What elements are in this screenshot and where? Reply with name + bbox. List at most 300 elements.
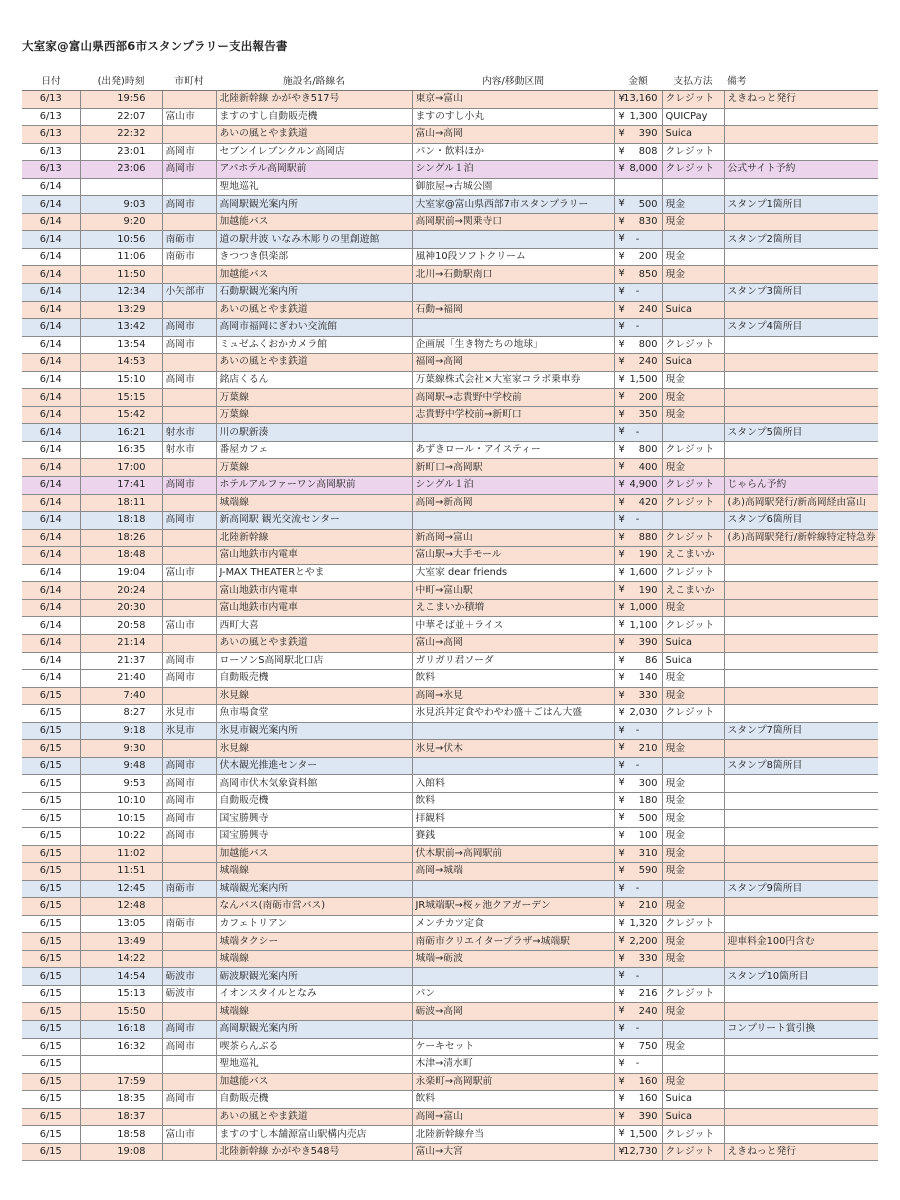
- amount-value: -: [635, 321, 640, 333]
- cell-amount: [614, 126, 662, 144]
- yen-symbol: ¥: [618, 391, 625, 403]
- cell-content: 高岡駅前→関乗寺口: [412, 213, 614, 231]
- cell-amount: [614, 406, 662, 424]
- cell-note: [724, 599, 878, 617]
- cell-city: 砺波市: [162, 968, 216, 986]
- cell-city: 高岡市: [162, 792, 216, 810]
- table-row: [22, 547, 878, 565]
- cell-content: 入館料: [412, 775, 614, 793]
- cell-amount: [614, 898, 662, 916]
- cell-time: 17:00: [80, 459, 162, 477]
- amount-value: -: [635, 760, 640, 772]
- cell-city: 高岡市: [162, 143, 216, 161]
- cell-amount: [614, 1020, 662, 1038]
- cell-payment: クレジット: [662, 91, 724, 109]
- yen-symbol: ¥: [618, 759, 625, 771]
- cell-date: 6/14: [22, 406, 80, 424]
- cell-date: 6/14: [22, 564, 80, 582]
- yen-symbol: ¥: [618, 777, 625, 789]
- cell-content: 企画展「生き物たちの地球」: [412, 336, 614, 354]
- cell-amount: [614, 1056, 662, 1074]
- cell-note: コンプリート賞引換: [724, 1020, 878, 1038]
- cell-note: [724, 1038, 878, 1056]
- cell-date: 6/14: [22, 178, 80, 196]
- cell-city: 氷見市: [162, 722, 216, 740]
- cell-time: 13:42: [80, 319, 162, 337]
- cell-note: [724, 915, 878, 933]
- cell-content: えこまいか積増: [412, 599, 614, 617]
- cell-note: スタンプ1箇所目: [724, 196, 878, 214]
- table-row: [22, 915, 878, 933]
- amount-value: 310: [638, 847, 658, 859]
- header-date: 日付: [22, 70, 80, 91]
- cell-payment: 現金: [662, 845, 724, 863]
- cell-content: 福岡→高岡: [412, 354, 614, 372]
- header-row: [22, 70, 878, 91]
- yen-symbol: ¥: [618, 1075, 625, 1087]
- cell-place: 万葉線: [216, 406, 412, 424]
- yen-symbol: ¥: [618, 514, 625, 526]
- cell-note: [724, 1091, 878, 1109]
- cell-time: 17:59: [80, 1073, 162, 1091]
- table-row: [22, 1038, 878, 1056]
- yen-symbol: ¥: [618, 689, 625, 701]
- amount-value: 86: [645, 654, 658, 666]
- cell-city: [162, 213, 216, 231]
- cell-city: 射水市: [162, 424, 216, 442]
- table-row: [22, 827, 878, 845]
- amount-value: 1,500: [629, 1128, 658, 1140]
- cell-date: 6/15: [22, 792, 80, 810]
- cell-note: えきねっと発行: [724, 1143, 878, 1161]
- cell-city: 高岡市: [162, 827, 216, 845]
- cell-amount: [614, 687, 662, 705]
- amount-value: 2,030: [629, 707, 658, 719]
- yen-symbol: ¥: [618, 970, 625, 982]
- cell-time: 23:06: [80, 161, 162, 179]
- cell-content: 高岡→新高岡: [412, 494, 614, 512]
- cell-date: 6/14: [22, 512, 80, 530]
- cell-place: ますのすし本舗源富山駅構内売店: [216, 1126, 412, 1144]
- yen-symbol: ¥: [618, 1128, 625, 1140]
- cell-city: 高岡市: [162, 512, 216, 530]
- cell-amount: [614, 845, 662, 863]
- cell-time: 16:18: [80, 1020, 162, 1038]
- cell-amount: [614, 424, 662, 442]
- table-row: [22, 161, 878, 179]
- cell-city: 富山市: [162, 108, 216, 126]
- amount-value: -: [635, 426, 640, 438]
- cell-amount: [614, 950, 662, 968]
- amount-value: 160: [638, 1075, 658, 1087]
- cell-payment: 現金: [662, 389, 724, 407]
- cell-date: 6/14: [22, 319, 80, 337]
- cell-payment: 現金: [662, 792, 724, 810]
- cell-content: 南砺市クリエイタープラザ→城端駅: [412, 933, 614, 951]
- cell-content: ガリガリ君ソーダ: [412, 652, 614, 670]
- table-row: [22, 126, 878, 144]
- cell-content: 大室家 dear friends: [412, 564, 614, 582]
- amount-value: -: [635, 882, 640, 894]
- cell-payment: 現金: [662, 1038, 724, 1056]
- cell-place: 氷見線: [216, 687, 412, 705]
- table-row: [22, 459, 878, 477]
- cell-payment: 現金: [662, 196, 724, 214]
- cell-payment: [662, 319, 724, 337]
- cell-content: 高岡駅→志貴野中学校前: [412, 389, 614, 407]
- table-row: [22, 494, 878, 512]
- yen-symbol: ¥: [618, 847, 625, 859]
- cell-note: [724, 1003, 878, 1021]
- cell-payment: クレジット: [662, 336, 724, 354]
- header-payment: 支払方法: [662, 70, 724, 91]
- cell-content: 氷見→伏木: [412, 740, 614, 758]
- table-row: [22, 1091, 878, 1109]
- cell-city: 氷見市: [162, 705, 216, 723]
- amount-value: 240: [638, 1005, 658, 1017]
- cell-payment: クレジット: [662, 705, 724, 723]
- table-row: [22, 1056, 878, 1074]
- table-row: [22, 599, 878, 617]
- cell-time: 18:48: [80, 547, 162, 565]
- cell-content: [412, 968, 614, 986]
- cell-place: きつつき倶楽部: [216, 248, 412, 266]
- cell-payment: 現金: [662, 775, 724, 793]
- cell-payment: 現金: [662, 459, 724, 477]
- header-content: 内容/移動区間: [412, 70, 614, 91]
- cell-date: 6/13: [22, 108, 80, 126]
- cell-date: 6/15: [22, 985, 80, 1003]
- cell-place: 自動販売機: [216, 670, 412, 688]
- cell-date: 6/15: [22, 1073, 80, 1091]
- cell-payment: クレジット: [662, 1126, 724, 1144]
- cell-date: 6/13: [22, 91, 80, 109]
- cell-time: 11:06: [80, 248, 162, 266]
- yen-symbol: ¥: [618, 794, 625, 806]
- cell-time: 19:04: [80, 564, 162, 582]
- table-row: [22, 354, 878, 372]
- cell-payment: [662, 512, 724, 530]
- cell-place: 川の駅新湊: [216, 424, 412, 442]
- cell-content: 万葉線株式会社×大室家コラボ乗車券: [412, 371, 614, 389]
- cell-date: 6/14: [22, 301, 80, 319]
- table-row: [22, 1020, 878, 1038]
- cell-place: ホテルアルファーワン高岡駅前: [216, 477, 412, 495]
- table-row: [22, 196, 878, 214]
- header-place: 施設名/路線名: [216, 70, 412, 91]
- cell-note: [724, 301, 878, 319]
- cell-time: 16:35: [80, 441, 162, 459]
- cell-content: シングル１泊: [412, 161, 614, 179]
- cell-note: [724, 845, 878, 863]
- cell-content: パン・飲料ほか: [412, 143, 614, 161]
- cell-time: 21:37: [80, 652, 162, 670]
- yen-symbol: ¥: [618, 303, 625, 315]
- cell-content: メンチカツ定食: [412, 915, 614, 933]
- amount-value: 216: [638, 988, 658, 1000]
- cell-note: スタンプ9箇所目: [724, 880, 878, 898]
- table-row: [22, 775, 878, 793]
- cell-place: 城端線: [216, 1003, 412, 1021]
- yen-symbol: ¥: [618, 636, 625, 648]
- cell-city: 砺波市: [162, 985, 216, 1003]
- cell-content: 拝観料: [412, 810, 614, 828]
- cell-place: 富山地鉄市内電車: [216, 547, 412, 565]
- cell-amount: [614, 933, 662, 951]
- cell-amount: [614, 108, 662, 126]
- cell-content: 賽銭: [412, 827, 614, 845]
- cell-city: [162, 1003, 216, 1021]
- table-row: [22, 91, 878, 109]
- table-row: [22, 143, 878, 161]
- cell-note: 公式サイト予約: [724, 161, 878, 179]
- cell-date: 6/15: [22, 845, 80, 863]
- cell-content: 砺波→高岡: [412, 1003, 614, 1021]
- cell-payment: クレジット: [662, 143, 724, 161]
- table-row: [22, 301, 878, 319]
- cell-note: スタンプ2箇所目: [724, 231, 878, 249]
- cell-amount: [614, 1038, 662, 1056]
- cell-city: [162, 547, 216, 565]
- cell-time: 9:18: [80, 722, 162, 740]
- cell-amount: [614, 529, 662, 547]
- cell-city: 富山市: [162, 564, 216, 582]
- cell-payment: 現金: [662, 670, 724, 688]
- cell-note: [724, 213, 878, 231]
- cell-place: 氷見線: [216, 740, 412, 758]
- cell-place: セブンイレブンクルン高岡店: [216, 143, 412, 161]
- cell-payment: 現金: [662, 827, 724, 845]
- cell-time: 20:58: [80, 617, 162, 635]
- cell-payment: Suica: [662, 652, 724, 670]
- cell-place: 魚市場食堂: [216, 705, 412, 723]
- amount-value: 500: [638, 812, 658, 824]
- cell-place: あいの風とやま鉄道: [216, 126, 412, 144]
- yen-symbol: ¥: [618, 917, 625, 929]
- cell-time: 17:41: [80, 477, 162, 495]
- cell-content: あずきロール・アイスティー: [412, 441, 614, 459]
- table-row: [22, 1143, 878, 1161]
- cell-city: 南砺市: [162, 248, 216, 266]
- cell-payment: [662, 968, 724, 986]
- amount-value: 190: [638, 584, 658, 596]
- yen-symbol: ¥: [618, 584, 625, 596]
- cell-date: 6/15: [22, 722, 80, 740]
- cell-city: 高岡市: [162, 336, 216, 354]
- table-row: [22, 284, 878, 302]
- cell-content: [412, 757, 614, 775]
- cell-date: 6/15: [22, 1056, 80, 1074]
- table-row: [22, 231, 878, 249]
- table-row: [22, 950, 878, 968]
- cell-time: 12:34: [80, 284, 162, 302]
- cell-city: [162, 599, 216, 617]
- cell-content: 飲料: [412, 792, 614, 810]
- cell-time: 11:02: [80, 845, 162, 863]
- cell-content: [412, 1020, 614, 1038]
- cell-note: [724, 705, 878, 723]
- cell-note: [724, 985, 878, 1003]
- amount-value: -: [635, 970, 640, 982]
- table-row: [22, 529, 878, 547]
- cell-place: 西町大喜: [216, 617, 412, 635]
- amount-value: 210: [638, 900, 658, 912]
- cell-amount: [614, 336, 662, 354]
- cell-city: [162, 494, 216, 512]
- table-row: [22, 617, 878, 635]
- yen-symbol: ¥: [618, 408, 625, 420]
- cell-date: 6/14: [22, 652, 80, 670]
- cell-time: 15:50: [80, 1003, 162, 1021]
- cell-amount: [614, 599, 662, 617]
- header-amount: 金額: [614, 70, 662, 91]
- yen-symbol: ¥: [618, 479, 625, 491]
- cell-amount: [614, 740, 662, 758]
- cell-content: 富山→高岡: [412, 634, 614, 652]
- cell-time: 18:18: [80, 512, 162, 530]
- cell-date: 6/14: [22, 599, 80, 617]
- cell-payment: 現金: [662, 406, 724, 424]
- cell-note: [724, 740, 878, 758]
- cell-place: 高岡市伏木気象資料館: [216, 775, 412, 793]
- cell-city: [162, 354, 216, 372]
- cell-content: 高岡→富山: [412, 1108, 614, 1126]
- cell-time: 9:30: [80, 740, 162, 758]
- cell-note: (あ)高岡駅発行/新高岡経由富山: [724, 494, 878, 512]
- cell-amount: [614, 880, 662, 898]
- cell-city: 南砺市: [162, 915, 216, 933]
- amount-value: -: [635, 286, 640, 298]
- cell-payment: 現金: [662, 687, 724, 705]
- yen-symbol: ¥: [618, 619, 625, 631]
- cell-date: 6/14: [22, 424, 80, 442]
- yen-symbol: ¥: [618, 1040, 625, 1052]
- amount-value: 750: [638, 1040, 658, 1052]
- cell-content: 北川→石動駅南口: [412, 266, 614, 284]
- yen-symbol: ¥: [618, 373, 625, 385]
- cell-amount: [614, 196, 662, 214]
- cell-date: 6/15: [22, 1003, 80, 1021]
- cell-time: 13:05: [80, 915, 162, 933]
- cell-payment: [662, 231, 724, 249]
- cell-time: 18:37: [80, 1108, 162, 1126]
- table-row: [22, 687, 878, 705]
- cell-payment: 現金: [662, 933, 724, 951]
- cell-content: 新高岡→富山: [412, 529, 614, 547]
- cell-note: [724, 459, 878, 477]
- cell-time: 7:40: [80, 687, 162, 705]
- amount-value: 1,500: [629, 374, 658, 386]
- cell-content: [412, 424, 614, 442]
- cell-note: [724, 617, 878, 635]
- cell-note: [724, 1073, 878, 1091]
- cell-time: 9:48: [80, 757, 162, 775]
- cell-amount: [614, 459, 662, 477]
- amount-value: 330: [638, 689, 658, 701]
- cell-time: 11:50: [80, 266, 162, 284]
- cell-date: 6/14: [22, 248, 80, 266]
- cell-city: 高岡市: [162, 1038, 216, 1056]
- amount-value: 590: [638, 865, 658, 877]
- table-row: [22, 441, 878, 459]
- cell-payment: 現金: [662, 1073, 724, 1091]
- cell-place: 国宝勝興寺: [216, 810, 412, 828]
- cell-date: 6/15: [22, 687, 80, 705]
- cell-note: [724, 126, 878, 144]
- cell-city: 小矢部市: [162, 284, 216, 302]
- table-row: [22, 266, 878, 284]
- cell-amount: [614, 389, 662, 407]
- cell-note: [724, 336, 878, 354]
- cell-note: [724, 1108, 878, 1126]
- cell-note: [724, 863, 878, 881]
- amount-value: 1,600: [629, 567, 658, 579]
- cell-place: 加越能バス: [216, 845, 412, 863]
- cell-note: スタンプ4箇所目: [724, 319, 878, 337]
- cell-time: 23:01: [80, 143, 162, 161]
- cell-amount: [614, 301, 662, 319]
- cell-amount: [614, 494, 662, 512]
- cell-note: スタンプ6箇所目: [724, 512, 878, 530]
- cell-note: [724, 371, 878, 389]
- cell-place: ミュゼふくおかカメラ館: [216, 336, 412, 354]
- cell-payment: クレジット: [662, 1143, 724, 1161]
- cell-city: 高岡市: [162, 319, 216, 337]
- cell-amount: [614, 968, 662, 986]
- cell-note: [724, 582, 878, 600]
- cell-time: 21:14: [80, 634, 162, 652]
- yen-symbol: ¥: [618, 321, 625, 333]
- cell-amount: [614, 985, 662, 1003]
- cell-date: 6/15: [22, 968, 80, 986]
- cell-place: 自動販売機: [216, 792, 412, 810]
- yen-symbol: ¥: [618, 461, 625, 473]
- amount-value: 390: [638, 128, 658, 140]
- yen-symbol: ¥: [618, 935, 625, 947]
- yen-symbol: ¥: [618, 128, 625, 140]
- cell-place: 加越能バス: [216, 1073, 412, 1091]
- cell-note: スタンプ7箇所目: [724, 722, 878, 740]
- cell-note: [724, 950, 878, 968]
- cell-time: 14:54: [80, 968, 162, 986]
- cell-city: 高岡市: [162, 1091, 216, 1109]
- cell-content: 富山→高岡: [412, 126, 614, 144]
- cell-date: 6/14: [22, 213, 80, 231]
- yen-symbol: ¥: [618, 215, 625, 227]
- cell-note: [724, 810, 878, 828]
- cell-amount: [614, 775, 662, 793]
- cell-note: [724, 441, 878, 459]
- cell-amount: [614, 178, 662, 196]
- cell-date: 6/14: [22, 441, 80, 459]
- table-row: [22, 792, 878, 810]
- cell-time: 8:27: [80, 705, 162, 723]
- cell-note: えきねっと発行: [724, 91, 878, 109]
- cell-city: 富山市: [162, 617, 216, 635]
- cell-note: [724, 564, 878, 582]
- cell-time: 20:24: [80, 582, 162, 600]
- cell-content: 高岡→城端: [412, 863, 614, 881]
- table-row: [22, 1003, 878, 1021]
- amount-value: -: [635, 724, 640, 736]
- cell-city: [162, 1073, 216, 1091]
- amount-value: 300: [638, 777, 658, 789]
- cell-note: スタンプ8箇所目: [724, 757, 878, 775]
- cell-note: [724, 108, 878, 126]
- yen-symbol: ¥: [618, 356, 625, 368]
- cell-note: [724, 547, 878, 565]
- cell-place: なんバス(南砺市営バス): [216, 898, 412, 916]
